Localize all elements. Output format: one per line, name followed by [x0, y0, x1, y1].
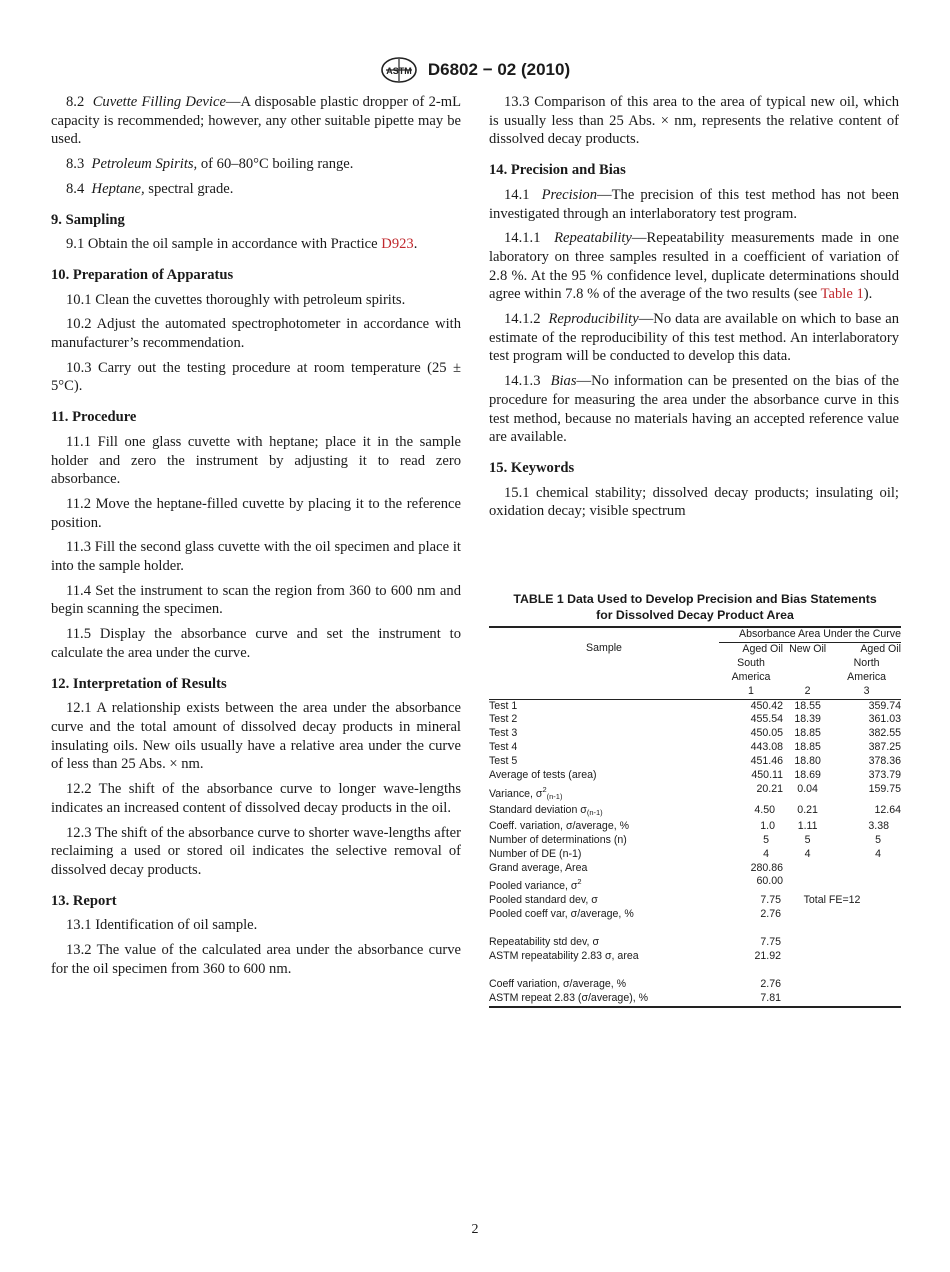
section-13-2: 13.2 The value of the calculated area under the absorbance curve for the oil specimen from 360 to 600 nm. — [51, 942, 461, 977]
astm-logo-icon — [380, 56, 418, 84]
heading-sampling: 9. Sampling — [51, 211, 125, 228]
section-13-3: 13.3 Comparison of this area to the area of typical new oil, which is usually less than 25 Abs. × nm, represents the relative content of dissolved decay products. — [489, 94, 899, 148]
section-11-2: 11.2 Move the heptane-filled cuvette by placing it to the reference position. — [51, 495, 461, 531]
section-14-1-1: 14.1.1 Repeatability—Repeatability measurements made in one laboratory on three samples resulted in a coefficient of variation of 2.8 %. At the 95 % confidence level, duplicate determinations should agree within 7.8 % of the average of the two results (see Table 1). — [489, 230, 900, 303]
table-spacer — [489, 922, 901, 936]
section-14-1-3: 14.1.3 Bias—No information can be presented on the bias of the procedure for measuring the area under the absorbance curve in this test method, because no materials having an accepted reference value are available. — [489, 373, 900, 446]
section-14-1: 14.1 Precision—The precision of this test method has not been investigated through an interlaboratory test program. — [489, 186, 899, 222]
section-9-1: 9.1 Obtain the oil sample in accordance with Practice D923. — [66, 236, 418, 253]
section-12-1: 12.1 A relationship exists between the area under the absorbance curve and the total amount of dissolved decay products in mineral insulating oils. New oils usually have a relative area under the curve of less than 25 Abs. × nm. — [51, 700, 461, 773]
table-row-grand-avg: Grand average, Area 280.86 — [489, 861, 784, 874]
table-row: Test 4 443.08 18.85 387.25 — [489, 741, 901, 754]
table-row-astm-repeat: ASTM repeat 2.83 (σ/average), % 7.81 — [489, 992, 901, 1007]
left-column — [51, 93, 461, 984]
table-row-rep-std: Repeatability std dev, σ 7.75 — [489, 936, 782, 949]
col-3-header: Aged Oil North America 3 — [847, 642, 901, 697]
section-11-3: 11.3 Fill the second glass cuvette with the oil specimen and place it into the sample holder. — [51, 539, 461, 575]
link-d923[interactable]: D923 — [381, 236, 414, 253]
table-row: Test 3 450.05 18.85 382.55 — [489, 727, 901, 740]
table-row-coeff-var: Coeff. variation, σ/average, % 1.0 1.11 3.38 — [489, 819, 889, 832]
table-row-astm-rep: ASTM repeatability 2.83 σ, area 21.92 — [489, 949, 782, 962]
table-1-grid — [489, 626, 901, 1008]
page-number: 2 — [471, 1222, 479, 1237]
table-caption-line-1: TABLE 1 Data Used to Develop Precision and Bias Statements — [513, 592, 877, 606]
total-fe-note: Total FE=12 — [803, 894, 861, 907]
table-row: Test 1 450.42 18.55 359.74 — [489, 699, 901, 712]
section-13-1: 13.1 Identification of oil sample. — [66, 917, 258, 934]
right-column — [489, 93, 899, 527]
table-header-row — [489, 627, 901, 642]
section-10-1: 10.1 Clean the cuvettes thoroughly with petroleum spirits. — [66, 291, 406, 308]
section-14-1-2: 14.1.2 Reproducibility—No data are available on which to base an estimate of the reproducibility of this test method. An interlaboratory test program will be conducted to develop this data. — [489, 311, 899, 365]
table-row-coeff-var-2: Coeff variation, σ/average, % 2.76 — [489, 977, 782, 990]
heading-preparation: 10. Preparation of Apparatus — [51, 266, 234, 283]
section-10-2: 10.2 Adjust the automated spectrophotometer in accordance with manufacturer’s recommendation. — [51, 316, 461, 352]
section-10-3: 10.3 Carry out the testing procedure at room temperature (25 ± 5°C). — [51, 359, 461, 395]
heading-report: 13. Report — [51, 892, 117, 909]
table-caption-line-2: for Dissolved Decay Product Area — [596, 607, 794, 622]
svg-text:ASTM: ASTM — [386, 66, 412, 76]
section-8-2: 8.2 Cuvette Filling Device—A disposable plastic dropper of 2-mL capacity is recommended; however, any other suitable pipette may be used. — [51, 94, 461, 148]
heading-precision-bias: 14. Precision and Bias — [489, 162, 626, 179]
section-11-5: 11.5 Display the absorbance curve and set the instrument to calculate the area under the curve. — [51, 626, 461, 661]
table-row-pooled-var: Pooled variance, $\sigma^2$ 60.00 — [489, 875, 784, 893]
col-1-header: Aged Oil South America 1 — [731, 642, 784, 697]
table-row: Test 2 455.54 18.39 361.03 — [489, 713, 901, 726]
table-column-header-row — [489, 642, 901, 699]
table-row-std-dev: Standard deviation $\sigma_{(n-1)}$ 4.50 0.21 12.64 — [489, 803, 901, 817]
table-row-pooled-std: Pooled standard dev, σ 7.75 Total FE=12 — [489, 894, 901, 908]
heading-interpretation: 12. Interpretation of Results — [51, 675, 227, 692]
table-row-num-det: Number of determinations (n) 5 5 5 — [489, 833, 881, 846]
group-header: Absorbance Area Under the Curve — [719, 627, 901, 642]
table-row: Average of tests (area) 450.11 18.69 373.79 — [489, 769, 901, 782]
document-designation: D6802 − 02 (2010) — [427, 60, 571, 79]
heading-procedure: 11. Procedure — [51, 409, 137, 426]
table-1 — [489, 592, 901, 1008]
section-8-4: 8.4 Heptane, spectral grade. — [66, 180, 234, 197]
table-row-pooled-coeff: Pooled coeff var, σ/average, % 2.76 — [489, 908, 782, 921]
page-header — [0, 56, 950, 84]
section-11-1: 11.1 Fill one glass cuvette with heptane; place it in the sample holder and zero the instrument by adjusting it to read zero absorbance. — [51, 433, 461, 488]
sample-header: Sample — [586, 642, 622, 655]
section-11-4: 11.4 Set the instrument to scan the region from 360 to 600 nm and begin scanning the specimen. — [51, 582, 461, 618]
section-12-2: 12.2 The shift of the absorbance curve to longer wave-lengths indicates an increased content of dissolved decay products in the oil. — [51, 781, 461, 816]
col-2-header: New Oil 2 — [789, 642, 827, 697]
table-row-variance: Variance, $\sigma^2_{(n-1)}$ 20.21 0.04 159.75 — [489, 782, 901, 801]
link-table-1[interactable]: Table 1 — [820, 286, 864, 303]
table-row-num-de: Number of DE (n-1) 4 4 4 — [489, 847, 881, 860]
section-8-3: 8.3 Petroleum Spirits, of 60–80°C boiling range. — [66, 156, 354, 173]
section-12-3: 12.3 The shift of the absorbance curve to shorter wave-lengths after reclaiming a used or stored oil indicates the selective removal of dissolved decay products. — [51, 824, 461, 878]
heading-keywords: 15. Keywords — [489, 459, 575, 476]
table-1-caption — [489, 592, 901, 623]
table-spacer — [489, 964, 901, 978]
section-15-1: 15.1 chemical stability; dissolved decay products; insulating oil; oxidation decay; visible spectrum — [489, 484, 899, 520]
table-row: Test 5 451.46 18.80 378.36 — [489, 755, 901, 768]
